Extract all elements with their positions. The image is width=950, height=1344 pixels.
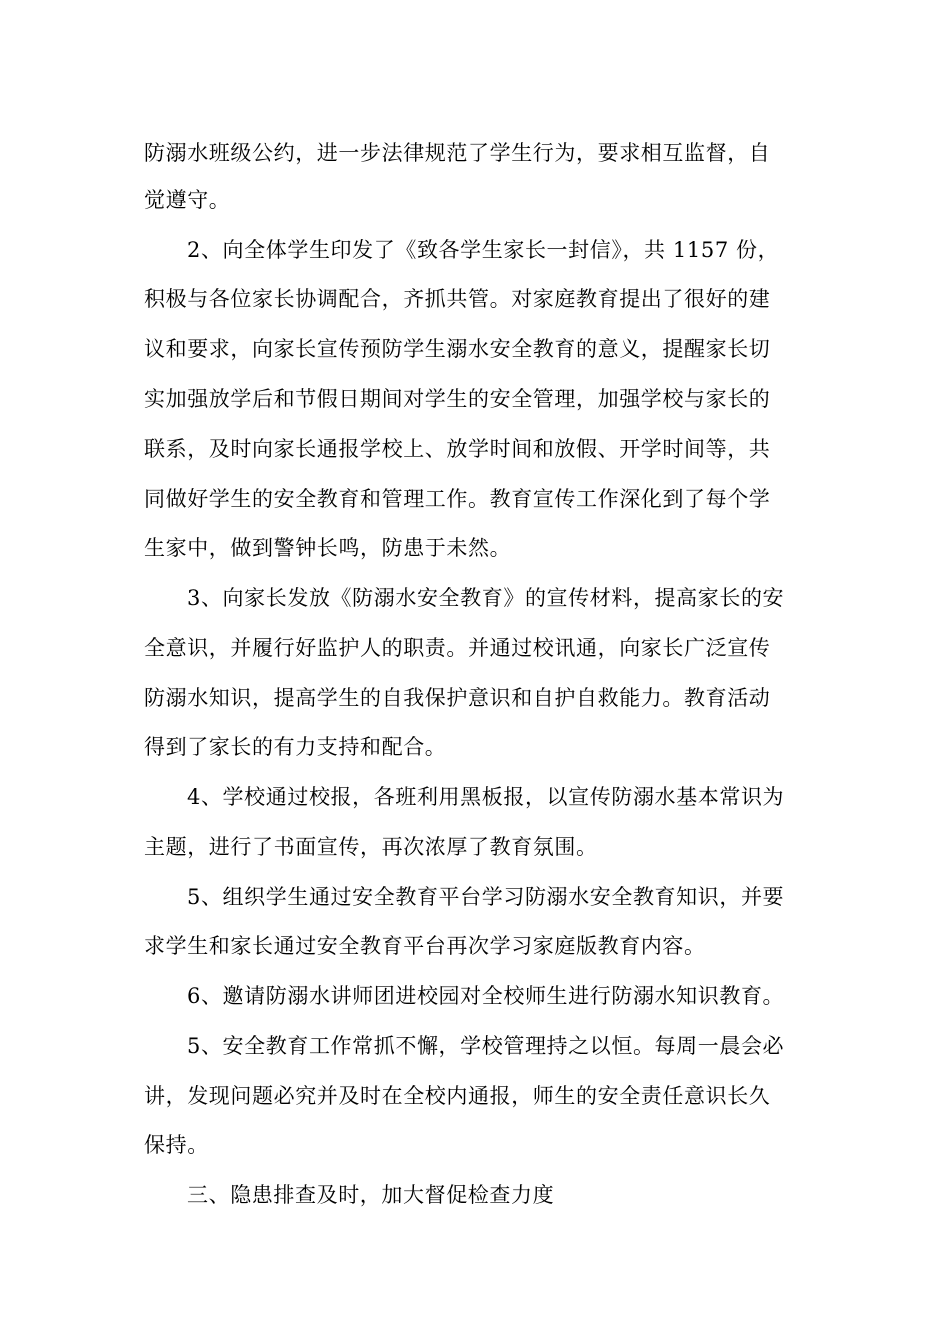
paragraph-line: 主题，进行了书面宣传，再次浓厚了教育氛围。 [144, 835, 598, 859]
paragraph-line: 保持。 [144, 1133, 209, 1157]
section-heading: 三、隐患排查及时，加大督促检查力度 [187, 1183, 555, 1207]
paragraph-line: 积极与各位家长协调配合，齐抓共管。对家庭教育提出了很好的建 [144, 287, 771, 311]
paragraph-line: 得到了家长的有力支持和配合。 [144, 735, 447, 759]
paragraph-line: 联系，及时向家长通报学校上、放学时间和放假、开学时间等，共 [144, 437, 771, 461]
paragraph-line: 实加强放学后和节假日期间对学生的安全管理，加强学校与家长的 [144, 387, 771, 411]
paragraph-line: 4、学校通过校报，各班利用黑板报，以宣传防溺水基本常识为 [187, 785, 785, 809]
paragraph-line: 防溺水知识，提高学生的自我保护意识和自护自救能力。教育活动 [144, 686, 771, 710]
paragraph-line: 觉遵守。 [144, 188, 231, 212]
paragraph-line: 同做好学生的安全教育和管理工作。教育宣传工作深化到了每个学 [144, 487, 771, 511]
paragraph-line: 全意识，并履行好监护人的职责。并通过校讯通，向家长广泛宣传 [144, 636, 771, 660]
paragraph-line: 5、安全教育工作常抓不懈，学校管理持之以恒。每周一晨会必 [187, 1034, 785, 1058]
paragraph-line: 2、向全体学生印发了《致各学生家长一封信》，共 1157 份， [187, 238, 780, 262]
paragraph-line: 讲，发现问题必究并及时在全校内通报，师生的安全责任意识长久 [144, 1084, 771, 1108]
paragraph-line: 5、组织学生通过安全教育平台学习防溺水安全教育知识，并要 [187, 885, 785, 909]
paragraph-line: 求学生和家长通过安全教育平台再次学习家庭版教育内容。 [144, 934, 706, 958]
paragraph-line: 防溺水班级公约，进一步法律规范了学生行为，要求相互监督，自 [144, 141, 771, 165]
paragraph-line: 3、向家长发放《防溺水安全教育》的宣传材料，提高家长的安 [187, 586, 785, 610]
paragraph-line: 生家中，做到警钟长鸣，防患于未然。 [144, 536, 512, 560]
paragraph-line: 议和要求，向家长宣传预防学生溺水安全教育的意义，提醒家长切 [144, 337, 771, 361]
paragraph-line: 6、邀请防溺水讲师团进校园对全校师生进行防溺水知识教育。 [187, 984, 785, 1008]
